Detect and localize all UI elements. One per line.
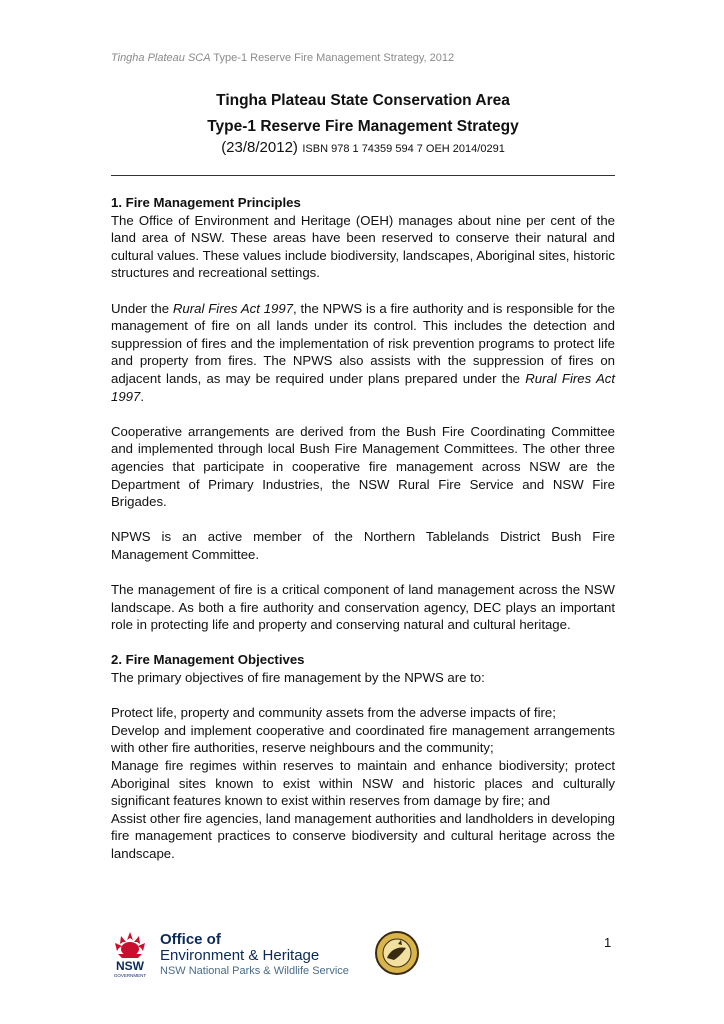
government-label: GOVERNMENT bbox=[113, 973, 147, 978]
section-1-heading: 1. Fire Management Principles bbox=[111, 195, 301, 210]
text-run: Under the bbox=[111, 300, 173, 316]
document-subtitle: Type-1 Reserve Fire Management Strategy bbox=[207, 118, 519, 135]
footer-logos bbox=[108, 928, 428, 980]
logo-line-2: Environment & Heritage bbox=[160, 947, 320, 964]
objective-item: Develop and implement cooperative and coordinated fire management arrangements with other fire authorities, reserve neighbours and the community; bbox=[111, 722, 615, 756]
paragraph: The primary objectives of fire management by the NPWS are to: bbox=[111, 670, 485, 686]
oeh-logo-text bbox=[160, 932, 349, 978]
document-date: (23/8/2012) bbox=[221, 139, 298, 156]
logo-line-1: Office of bbox=[160, 931, 221, 948]
text-run: . bbox=[140, 388, 145, 404]
nsw-label: NSW bbox=[116, 959, 144, 973]
nsw-waratah-logo-icon bbox=[108, 930, 152, 978]
header-text: Type-1 Reserve Fire Management Strategy, 2012 bbox=[210, 52, 455, 64]
title-block bbox=[111, 90, 615, 159]
body-content bbox=[111, 194, 615, 863]
logo-line-3: NSW National Parks & Wildlife Service bbox=[160, 965, 349, 977]
paragraph bbox=[111, 300, 615, 406]
paragraph: Cooperative arrangements are derived from the Bush Fire Coordinating Committee and implemented through local Bush Fire Management Committees. The other three agencies that participate in cooperative fire management across NSW are the Department of Primary Industries, the NSW Rural Fire Service and NSW Fire Brigades. bbox=[111, 423, 615, 510]
running-header bbox=[111, 52, 454, 64]
document-date-isbn bbox=[111, 138, 615, 159]
act-citation: Rural Fires Act 1997 bbox=[111, 370, 615, 404]
title-divider bbox=[111, 175, 615, 176]
text-run: , the NPWS is a fire authority and is responsible for the management of fire on all lands under its control. This includes the detection and suppression of fires and the implementation of risk prevention programs to protect life and property from fires. The NPWS also assists with the suppression of fires on adjacent lands, as may be required under plans prepared under the bbox=[111, 300, 615, 386]
objective-item: Manage fire regimes within reserves to maintain and enhance biodiversity; protect Aboriginal sites known to exist within NSW and historic places and culturally significant features known to exist within reserves from damage by fire; and bbox=[111, 758, 615, 809]
document-isbn: ISBN 978 1 74359 594 7 OEH 2014/0291 bbox=[302, 143, 505, 155]
paragraph: NPWS is an active member of the Northern Tablelands District Bush Fire Management Committee. bbox=[111, 529, 615, 562]
paragraph: The management of fire is a critical component of land management across the NSW landscape. As both a fire authority and conservation agency, DEC plays an important role in protecting life and property and conserving natural and cultural heritage. bbox=[111, 582, 615, 633]
paragraph: The Office of Environment and Heritage (OEH) manages about nine per cent of the land area of NSW. These areas have been reserved to conserve their natural and cultural values. These values include biodiversity, landscapes, Aboriginal sites, historic structures and recreational settings. bbox=[111, 212, 615, 281]
header-italic: Tingha Plateau SCA bbox=[111, 52, 211, 64]
document-title: Tingha Plateau State Conservation Area bbox=[216, 92, 510, 109]
section-2-heading: 2. Fire Management Objectives bbox=[111, 652, 305, 668]
objective-item: Assist other fire agencies, land management authorities and landholders in developing fire management practices to conserve biodiversity and cultural heritage across the landscape. bbox=[111, 810, 615, 861]
npws-seal-icon bbox=[374, 930, 420, 976]
objective-item: Protect life, property and community assets from the adverse impacts of fire; bbox=[111, 705, 556, 721]
page-number: 1 bbox=[604, 935, 612, 950]
act-citation: Rural Fires Act 1997 bbox=[172, 300, 294, 316]
